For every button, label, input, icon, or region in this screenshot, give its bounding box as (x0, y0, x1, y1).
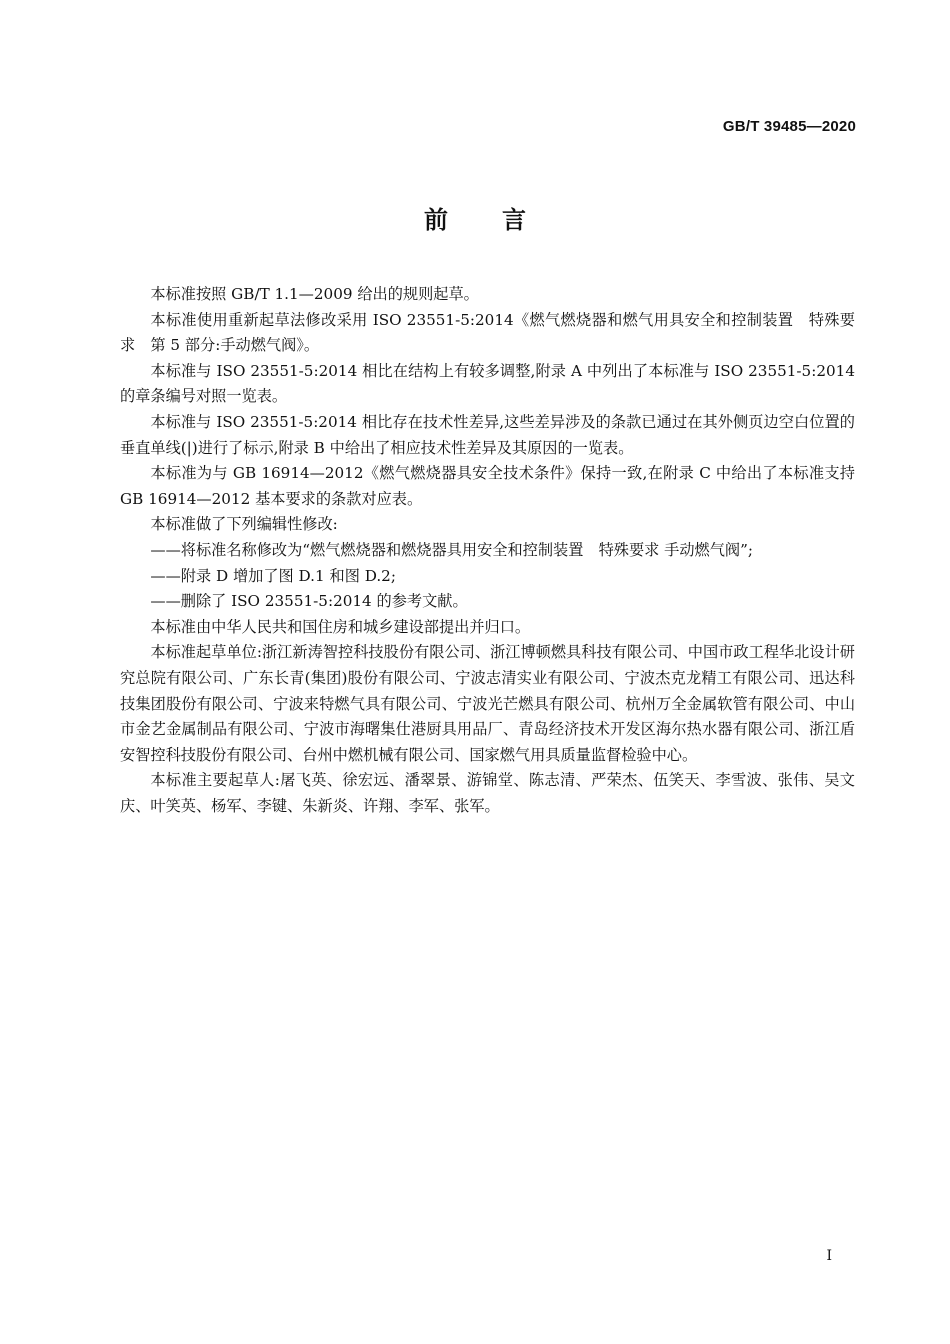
page-number: I (826, 1248, 832, 1264)
paragraph-gb16914-consistency: 本标准为与 GB 16914—2012《燃气燃烧器具安全技术条件》保持一致,在附录 C 中给出了本标准支持 GB 16914—2012 基本要求的条款对应表。 (120, 464, 855, 508)
list-item-appendix-d: ——附录 D 增加了图 D.1 和图 D.2; (150, 566, 396, 585)
paragraph-proposer: 本标准由中华人民共和国住房和城乡建设部提出并归口。 (150, 617, 531, 636)
paragraph-technical-differences: 本标准与 ISO 23551-5:2014 相比存在技术性差异,这些差异涉及的条款已通过在其外侧页边空白位置的垂直单线(|)进行了标示,附录 B 中给出了相应技术性差异及其原因的一览表。 (120, 412, 855, 457)
paragraph-adoption-method: 本标准使用重新起草法修改采用 ISO 23551-5:2014《燃气燃烧器和燃气用具安全和控制装置 特殊要求 第 5 部分:手动燃气阀》。 (120, 310, 855, 355)
standard-number: GB/T 39485—2020 (722, 118, 856, 135)
paragraph-structure-changes: 本标准与 ISO 23551-5:2014 相比在结构上有较多调整,附录 A 中列出了本标准与 ISO 23551-5:2014 的章条编号对照一览表。 (120, 361, 855, 406)
paragraph-drafting-units: 本标准起草单位:浙江新涛智控科技股份有限公司、浙江博顿燃具科技有限公司、中国市政工程华北设计研究总院有限公司、广东长青(集团)股份有限公司、宁波志清实业有限公司、宁波杰克龙精工有限公司、迅达科技集团股份有限公司、宁波来特燃气具有限公司、宁波光芒燃具有限公司、杭州万全金属软管有限公司、中山市金艺金属制品有限公司、宁波市海曙集仕港厨具用品厂、青岛经济技术开发区海尔热水器有限公司、浙江盾安智控科技股份有限公司、台州中燃机械有限公司、国家燃气用具质量监督检验中心。 (120, 643, 855, 764)
paragraph-editorial-changes: 本标准做了下列编辑性修改: (150, 515, 338, 534)
list-item-delete-references: ——删除了 ISO 23551-5:2014 的参考文献。 (150, 592, 468, 611)
paragraph-drafters: 本标准主要起草人:屠飞英、徐宏远、潘翠景、游锦堂、陈志清、严荣杰、伍笑天、李雪波、张伟、吴文庆、叶笑英、杨军、李键、朱新炎、许翔、李军、张军。 (120, 771, 855, 815)
page-title: 前言 (424, 206, 580, 234)
foreword-body (120, 282, 855, 819)
paragraph-drafting-rules: 本标准按照 GB/T 1.1—2009 给出的规则起草。 (150, 285, 479, 303)
list-item-rename: ——将标准名称修改为“燃气燃烧器和燃烧器具用安全和控制装置 特殊要求 手动燃气阀”; (150, 540, 753, 559)
